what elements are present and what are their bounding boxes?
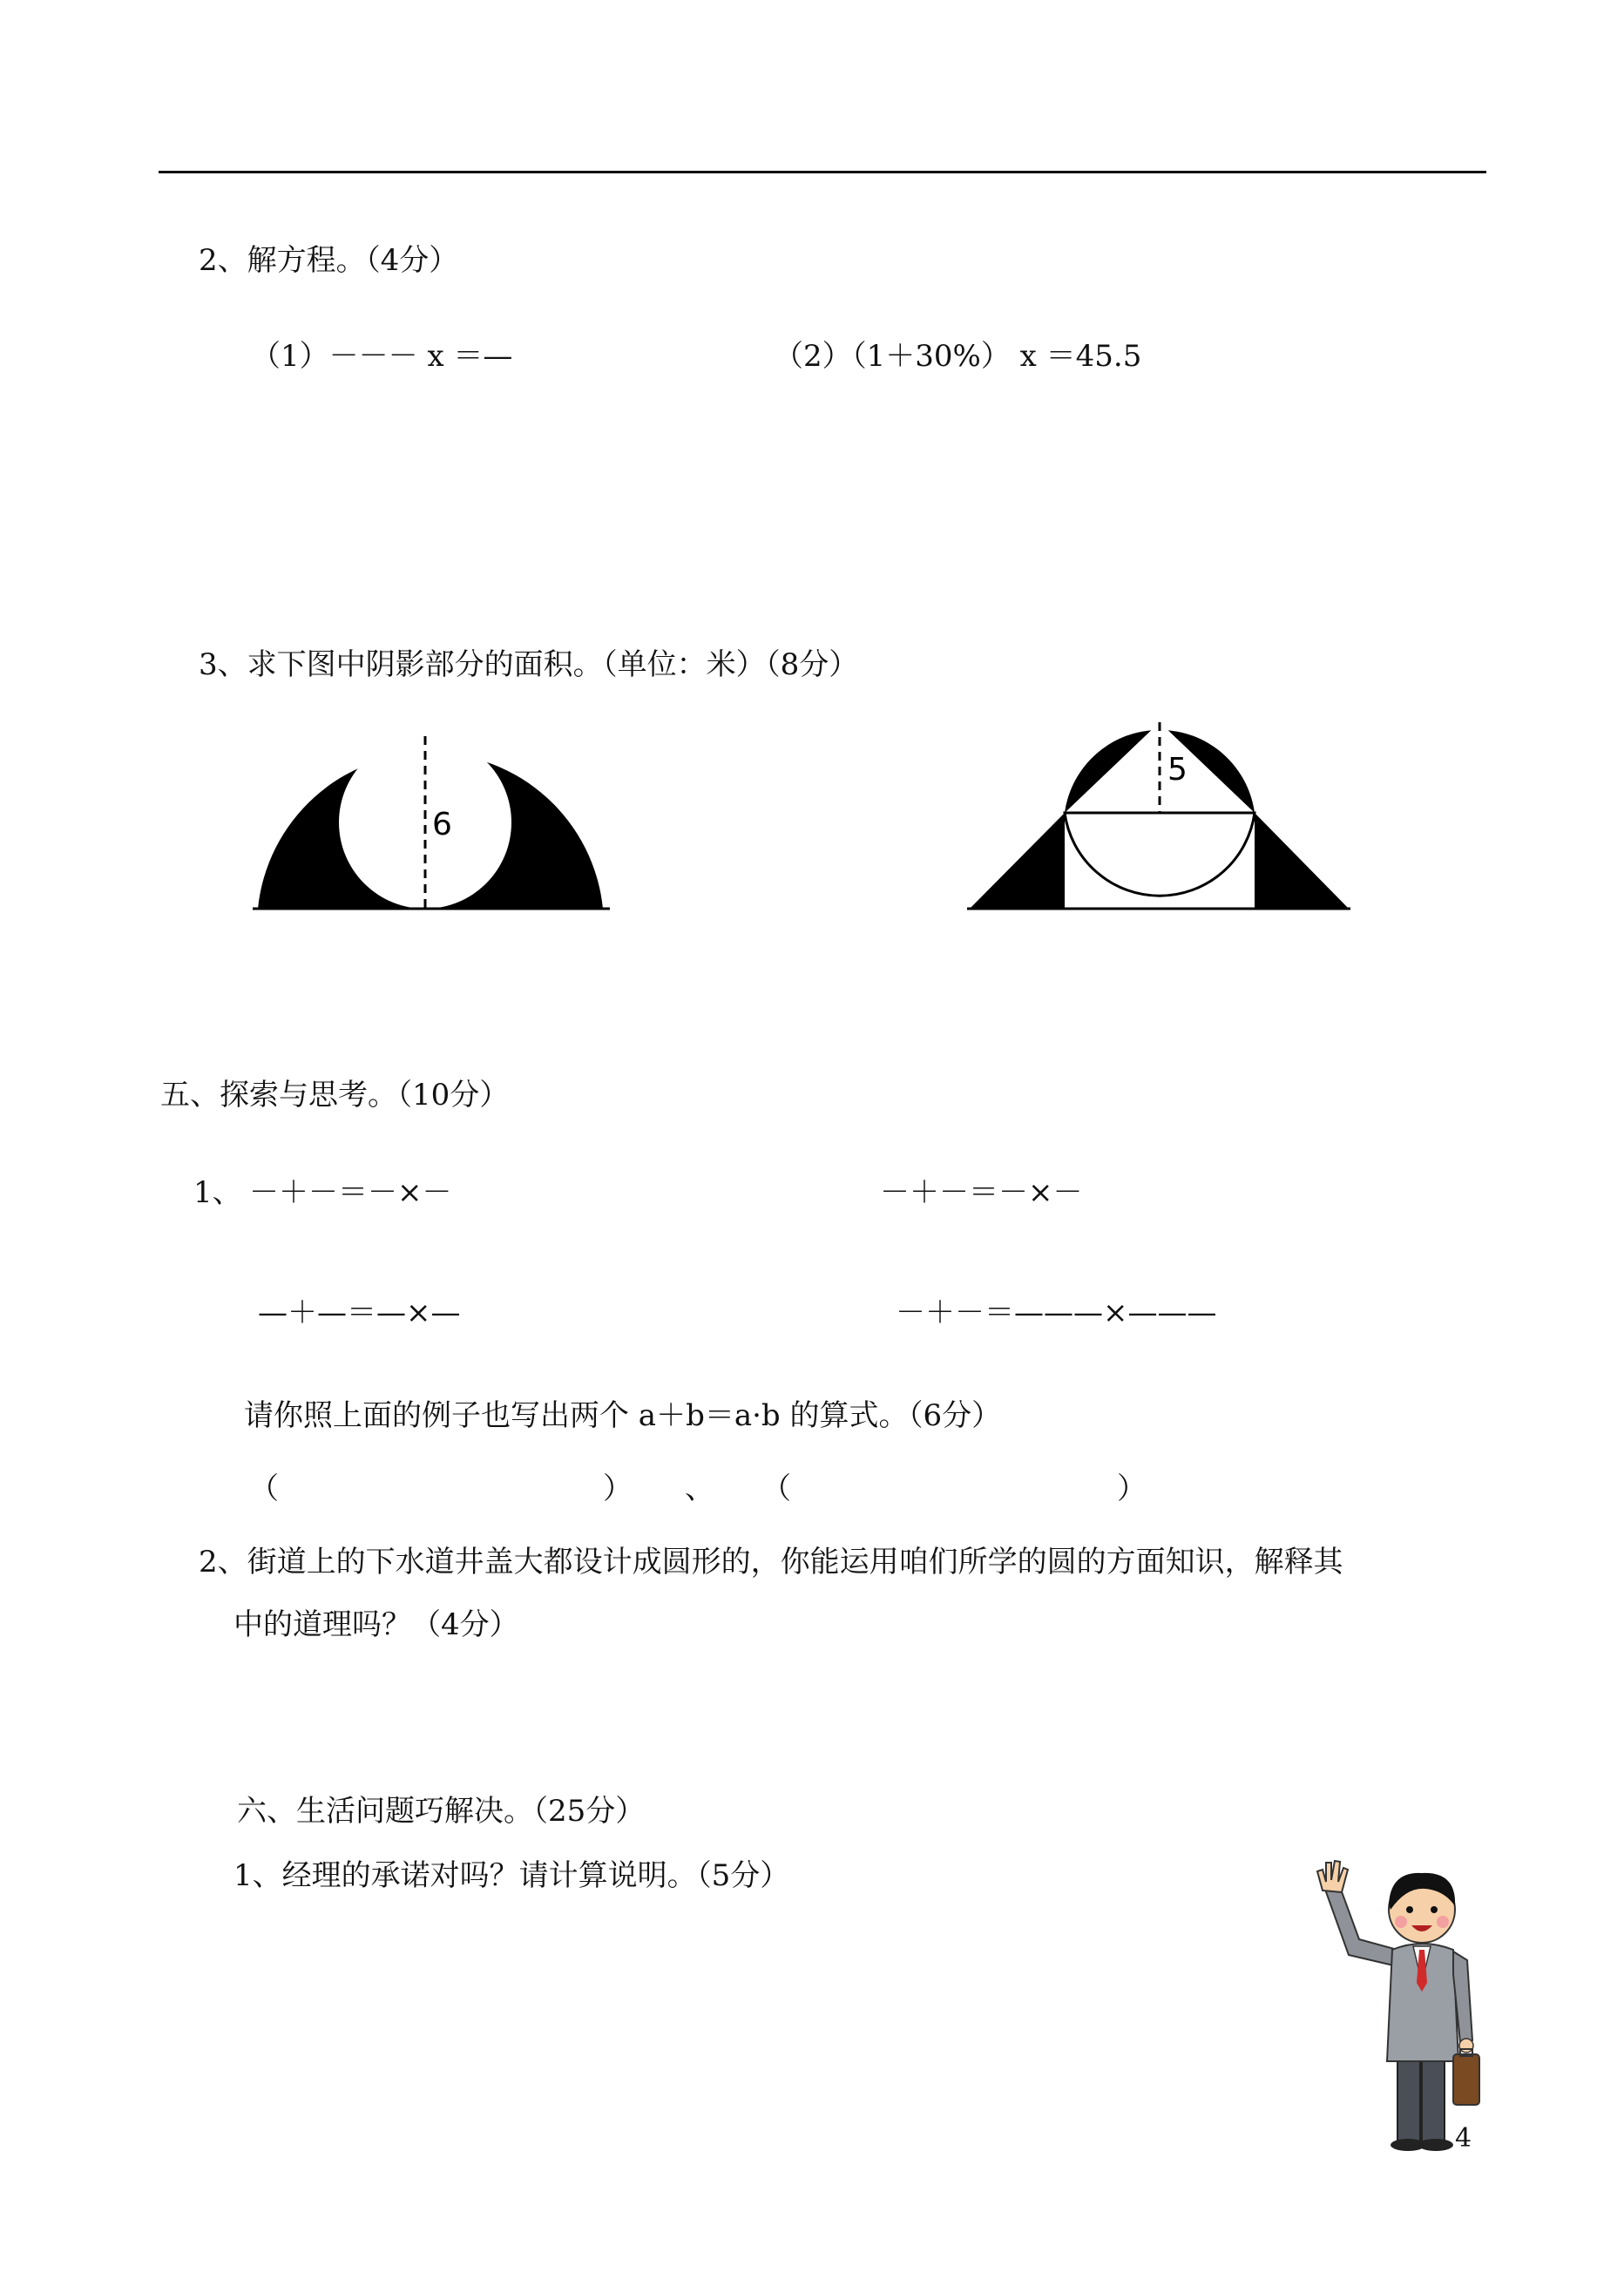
figure-circle-triangle (967, 710, 1368, 919)
section-six-heading: 六、生活问题巧解决。（25分） (237, 1794, 646, 1829)
figure-semicircle (253, 723, 610, 923)
q2-line-2: 中的道理吗？（4分） (233, 1607, 519, 1642)
lower-half-circle (1065, 813, 1255, 896)
expression-b: －＋－＝－×－ (880, 1175, 1083, 1210)
section-six-q1: 1、经理的承诺对吗？请计算说明。（5分） (233, 1858, 790, 1893)
section-five-heading: 五、探索与思考。（10分） (160, 1078, 510, 1113)
expression-d: －＋－＝———×——— (896, 1295, 1217, 1330)
q1-prefix: 1、 (193, 1175, 242, 1210)
figure2-label: 5 (1167, 752, 1188, 788)
answer-separator: 、 (685, 1471, 714, 1506)
expression-c: —＋—＝—×— (258, 1295, 461, 1330)
businessman-waving-icon (1314, 1852, 1479, 2157)
q2-title: 2、解方程。（4分） (199, 243, 459, 278)
answer-blank-1-open: （ (249, 1471, 279, 1506)
equation-2: （2）（1＋30%） x ＝45.5 (774, 339, 1142, 374)
inner-circle (339, 736, 511, 909)
q1-instruction: 请你照上面的例子也写出两个 a＋b＝a·b 的算式。（6分） (244, 1398, 1002, 1433)
figure1-label: 6 (432, 807, 452, 842)
answer-blank-1-close: ） (603, 1471, 633, 1506)
q2-line-1: 2、街道上的下水道井盖大都设计成圆形的，你能运用咱们所学的圆的方面知识，解释其 (199, 1545, 1343, 1579)
equation-1: （1）－－－ x ＝— (251, 339, 513, 374)
right-wedge (1255, 813, 1349, 909)
header-rule (159, 171, 1486, 173)
answer-blank-2-close: ） (1117, 1471, 1147, 1506)
page-number: 4 (1455, 2123, 1472, 2154)
left-wedge (970, 813, 1065, 909)
q3-title: 3、求下图中阴影部分的面积。（单位：米）（8分） (199, 647, 859, 682)
expression-a: －＋－＝－×－ (249, 1175, 452, 1210)
answer-blank-2-open: （ (761, 1471, 791, 1506)
